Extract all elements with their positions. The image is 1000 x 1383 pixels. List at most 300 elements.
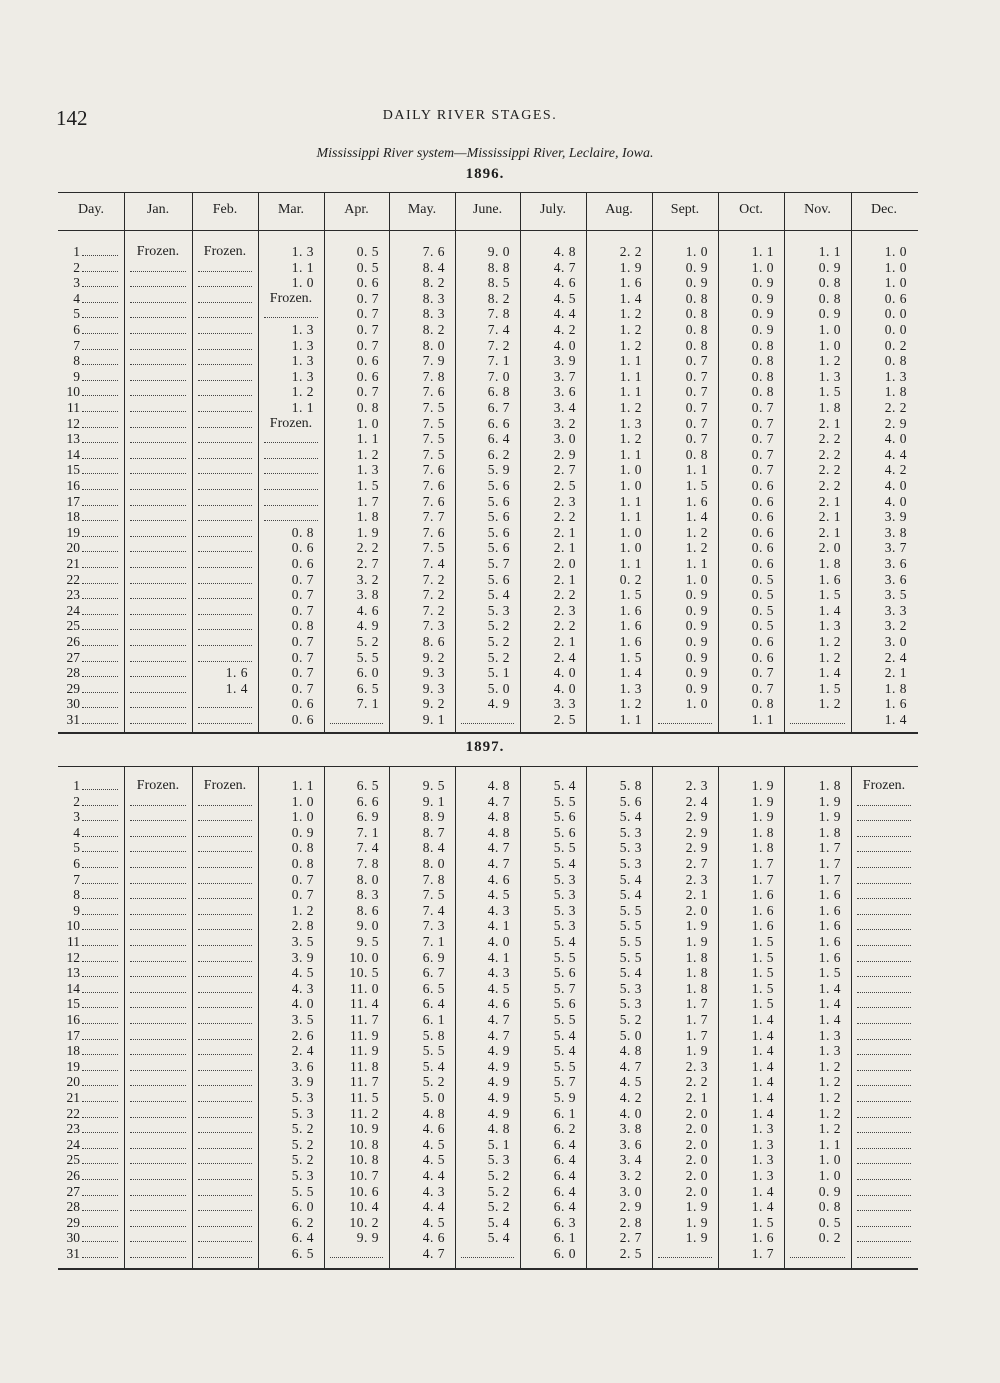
stage-value: 4. 4	[553, 306, 576, 322]
day-number: 11	[67, 400, 80, 415]
empty-cell	[130, 1043, 186, 1055]
stage-value: 6. 0	[553, 1246, 576, 1261]
stage-value: 1. 1	[685, 462, 708, 478]
stage-value: 4. 5	[291, 965, 314, 981]
stage-value: 3. 6	[553, 384, 576, 400]
stage-value: 0. 5	[818, 1214, 841, 1230]
empty-cell	[264, 306, 318, 318]
stage-value: 0. 7	[685, 400, 708, 415]
empty-cell	[130, 1090, 186, 1102]
stage-value: 1. 0	[619, 540, 642, 556]
empty-cell	[198, 618, 252, 630]
stage-value: 5. 3	[291, 1090, 314, 1105]
day-number: 30	[66, 1230, 80, 1246]
stage-value: 0. 8	[751, 696, 774, 712]
stage-value: 2. 1	[818, 415, 841, 431]
stage-value: 5. 2	[487, 1199, 510, 1215]
stage-value: 0. 6	[291, 540, 314, 556]
stage-value: 6. 5	[356, 778, 379, 793]
stage-value: 4. 0	[619, 1105, 642, 1121]
stage-value: 1. 2	[619, 306, 642, 322]
stage-value: 1. 8	[751, 824, 774, 840]
stage-value: 5. 2	[487, 634, 510, 649]
day-label	[60, 1043, 122, 1058]
subtitle: Mississippi River system—Mississippi River, Leclaire, Iowa.	[316, 146, 654, 161]
stage-value: 5. 2	[356, 634, 379, 649]
day-label	[60, 1059, 122, 1074]
stage-value: Frozen.	[203, 244, 247, 259]
empty-cell	[198, 291, 252, 303]
stage-value: 1. 3	[291, 244, 314, 259]
day-number: 6	[73, 856, 80, 871]
table-1897-top-rule	[58, 766, 918, 767]
empty-cell	[198, 478, 252, 490]
stage-value: 1. 5	[818, 680, 841, 696]
stage-value: 1. 0	[818, 1168, 841, 1183]
stage-value: 6. 1	[422, 1012, 445, 1027]
day-number: 2	[73, 793, 80, 809]
column-header-9: Sept.	[670, 202, 700, 217]
stage-value: 9. 2	[422, 696, 445, 712]
stage-value: 0. 6	[751, 556, 774, 571]
stage-value: 5. 5	[553, 1012, 576, 1027]
stage-value: 0. 9	[685, 680, 708, 696]
stage-value: 1. 2	[619, 431, 642, 447]
stage-value: 0. 0	[884, 306, 907, 322]
empty-cell	[130, 556, 186, 568]
stage-value: 4. 0	[884, 431, 907, 447]
stage-value: 3. 0	[619, 1183, 642, 1199]
dot-leader	[82, 293, 118, 303]
stage-value: 7. 6	[422, 478, 445, 493]
dot-leader	[82, 386, 118, 396]
stage-value: 5. 2	[619, 1012, 642, 1027]
stage-value: Frozen.	[862, 778, 906, 793]
stage-value: 1. 3	[818, 1043, 841, 1059]
day-label	[60, 556, 122, 571]
empty-cell	[198, 650, 252, 662]
day-number: 24	[66, 602, 80, 618]
stage-value: 5. 4	[619, 887, 642, 903]
empty-cell	[198, 856, 252, 868]
stage-value: 7. 4	[422, 556, 445, 571]
stage-value: 9. 9	[356, 1230, 379, 1246]
day-number: 9	[73, 902, 80, 918]
stage-value: 7. 8	[356, 856, 379, 871]
stage-value: 5. 2	[291, 1136, 314, 1152]
stage-value: 8. 9	[422, 809, 445, 825]
stage-value: 0. 6	[751, 540, 774, 556]
empty-cell	[198, 981, 252, 993]
stage-value: 2. 1	[685, 1090, 708, 1105]
stage-value: 1. 6	[619, 602, 642, 618]
column-divider-1897-9	[652, 766, 653, 1268]
day-number: 14	[66, 446, 80, 462]
stage-value: 7. 8	[422, 871, 445, 887]
stage-value: 5. 6	[487, 478, 510, 493]
day-label	[60, 1184, 122, 1199]
dot-leader	[82, 605, 118, 615]
stage-value: 4. 6	[356, 602, 379, 618]
empty-cell	[857, 918, 911, 930]
day-label	[60, 965, 122, 980]
empty-cell	[198, 494, 252, 506]
day-number: 17	[66, 1027, 80, 1043]
stage-value: 7. 1	[422, 934, 445, 949]
dot-leader	[82, 620, 118, 630]
stage-value: 4. 8	[487, 1121, 510, 1137]
stage-value: 1. 7	[685, 996, 708, 1012]
stage-value: 11. 7	[350, 1074, 379, 1090]
stage-value: 1. 9	[685, 934, 708, 949]
stage-value: 5. 2	[487, 1168, 510, 1183]
day-label	[60, 416, 122, 431]
dot-leader	[82, 277, 118, 287]
stage-value: Frozen.	[136, 778, 180, 793]
empty-cell	[198, 965, 252, 977]
stage-value: 1. 4	[751, 1012, 774, 1027]
stage-value: 6. 2	[291, 1214, 314, 1230]
stage-value: 4. 6	[422, 1230, 445, 1246]
stage-value: 7. 6	[422, 384, 445, 400]
stage-value: 1. 5	[751, 949, 774, 965]
stage-value: 1. 0	[884, 275, 907, 291]
stage-value: 2. 2	[685, 1074, 708, 1090]
day-label	[60, 572, 122, 587]
stage-value: 0. 7	[291, 602, 314, 618]
stage-value: 5. 5	[619, 934, 642, 949]
stage-value: 1. 1	[818, 1136, 841, 1152]
dot-leader	[82, 1045, 118, 1055]
column-header-5: May.	[407, 202, 437, 217]
stage-value: 0. 6	[356, 368, 379, 384]
stage-value: 2. 6	[291, 1027, 314, 1043]
stage-value: 1. 4	[751, 1090, 774, 1105]
stage-value: 2. 1	[818, 493, 841, 509]
stage-value: 0. 5	[356, 259, 379, 275]
stage-value: 4. 9	[356, 618, 379, 634]
empty-cell	[130, 696, 186, 708]
stage-value: 1. 0	[685, 244, 708, 259]
day-number: 24	[66, 1136, 80, 1152]
stage-value: 2. 3	[685, 871, 708, 887]
stage-value: 7. 5	[422, 887, 445, 903]
empty-cell	[130, 447, 186, 459]
stage-value: 1. 4	[818, 980, 841, 996]
stage-value: 2. 8	[291, 918, 314, 934]
empty-cell	[198, 369, 252, 381]
day-number: 7	[73, 337, 80, 353]
stage-value: 3. 9	[553, 353, 576, 369]
dot-leader	[82, 811, 118, 821]
stage-value: 6. 9	[356, 809, 379, 825]
stage-value: 4. 8	[487, 809, 510, 825]
stage-value: 0. 9	[751, 290, 774, 306]
stage-value: 1. 2	[818, 1121, 841, 1137]
dot-leader	[82, 967, 118, 977]
stage-value: 10. 8	[349, 1136, 379, 1152]
stage-value: 7. 7	[422, 509, 445, 525]
day-number: 16	[66, 478, 80, 493]
day-number: 2	[73, 259, 80, 275]
stage-value: 1. 3	[751, 1136, 774, 1152]
stage-value: 1. 3	[619, 680, 642, 696]
stage-value: 2. 0	[685, 1183, 708, 1199]
dot-leader	[82, 796, 118, 806]
stage-value: 5. 5	[619, 902, 642, 918]
empty-cell	[264, 509, 318, 521]
stage-value: 1. 8	[818, 778, 841, 793]
stage-value: 2. 9	[553, 446, 576, 462]
empty-cell	[264, 462, 318, 474]
stage-value: 1. 4	[818, 1012, 841, 1027]
stage-value: 7. 2	[422, 602, 445, 618]
stage-value: 2. 2	[553, 618, 576, 634]
stage-value: 1. 1	[619, 368, 642, 384]
stage-value: 4. 9	[487, 1105, 510, 1121]
dot-leader	[82, 952, 118, 962]
empty-cell	[857, 840, 911, 852]
stage-value: 10. 9	[349, 1121, 379, 1137]
stage-value: 1. 3	[291, 368, 314, 384]
stage-value: 5. 4	[553, 934, 576, 949]
dot-leader	[82, 827, 118, 837]
stage-value: 7. 1	[487, 353, 510, 369]
empty-cell	[198, 322, 252, 334]
empty-cell	[198, 1230, 252, 1242]
empty-cell	[130, 950, 186, 962]
stage-value: 1. 4	[818, 602, 841, 618]
stage-value: 7. 3	[422, 618, 445, 634]
stage-value: 1. 0	[291, 275, 314, 291]
day-label	[60, 244, 122, 259]
day-number: 1	[73, 244, 80, 259]
dot-leader	[82, 667, 118, 677]
stage-value: 1. 3	[818, 1027, 841, 1043]
empty-cell	[857, 825, 911, 837]
empty-cell	[130, 825, 186, 837]
stage-value: 5. 3	[553, 887, 576, 903]
stage-value: 8. 0	[422, 337, 445, 353]
empty-cell	[857, 981, 911, 993]
stage-value: 4. 1	[487, 918, 510, 934]
stage-value: 1. 8	[685, 949, 708, 965]
stage-value: 2. 3	[553, 602, 576, 618]
stage-value: 5. 7	[553, 980, 576, 996]
dot-leader	[82, 1154, 118, 1164]
empty-cell	[198, 431, 252, 443]
stage-value: 11. 9	[350, 1043, 379, 1059]
stage-value: 3. 0	[884, 634, 907, 649]
stage-value: 5. 6	[553, 965, 576, 981]
stage-value: 1. 6	[751, 887, 774, 903]
stage-value: 7. 9	[422, 353, 445, 369]
empty-cell	[198, 903, 252, 915]
stage-value: 0. 9	[685, 259, 708, 275]
empty-cell	[130, 665, 186, 677]
empty-cell	[130, 965, 186, 977]
stage-value: 5. 3	[553, 918, 576, 934]
stage-value: 1. 8	[884, 384, 907, 400]
empty-cell	[198, 696, 252, 708]
empty-cell	[198, 525, 252, 537]
empty-cell	[857, 1152, 911, 1164]
stage-value: 6. 2	[487, 446, 510, 462]
stage-value: 0. 6	[751, 493, 774, 509]
day-number: 11	[67, 934, 80, 949]
stage-value: 5. 2	[291, 1152, 314, 1168]
stage-value: 1. 9	[685, 1043, 708, 1059]
stage-value: 6. 6	[487, 415, 510, 431]
empty-cell	[857, 1199, 911, 1211]
stage-value: 2. 3	[685, 778, 708, 793]
empty-cell	[198, 572, 252, 584]
stage-value: 5. 8	[619, 778, 642, 793]
column-divider-1897-7	[520, 766, 521, 1268]
stage-value: 1. 2	[685, 524, 708, 540]
dot-leader	[82, 714, 118, 724]
stage-value: 0. 6	[751, 649, 774, 665]
stage-value: 11. 8	[350, 1058, 379, 1074]
day-number: 19	[66, 1058, 80, 1074]
empty-cell	[198, 1012, 252, 1024]
stage-value: 1. 9	[751, 778, 774, 793]
stage-value: 5. 5	[619, 918, 642, 934]
stage-value: 1. 6	[225, 665, 248, 681]
empty-cell	[198, 1059, 252, 1071]
empty-cell	[130, 509, 186, 521]
day-number: 27	[66, 1183, 80, 1199]
column-header-0: Day.	[78, 202, 104, 217]
stage-value: 2. 0	[685, 1121, 708, 1137]
empty-cell	[198, 1090, 252, 1102]
running-head: DAILY RIVER STAGES.	[382, 108, 558, 123]
column-divider-1897-1	[124, 766, 125, 1268]
stage-value: 0. 8	[291, 618, 314, 634]
empty-cell	[264, 447, 318, 459]
stage-value: 3. 5	[884, 587, 907, 603]
stage-value: 5. 6	[619, 793, 642, 809]
day-label	[60, 712, 122, 727]
day-label	[60, 981, 122, 996]
stage-value: 7. 2	[422, 587, 445, 603]
stage-value: 5. 2	[487, 649, 510, 665]
stage-value: 4. 7	[487, 793, 510, 809]
empty-cell	[857, 1012, 911, 1024]
column-divider-1897-10	[718, 766, 719, 1268]
stage-value: 2. 4	[884, 649, 907, 665]
stage-value: 3. 6	[884, 571, 907, 587]
stage-value: 4. 8	[422, 1105, 445, 1121]
dot-leader	[82, 262, 118, 272]
stage-value: 1. 6	[818, 571, 841, 587]
stage-value: 2. 1	[553, 571, 576, 587]
stage-value: 4. 5	[487, 887, 510, 903]
empty-cell	[130, 494, 186, 506]
day-label	[60, 996, 122, 1011]
day-label	[60, 696, 122, 711]
empty-cell	[198, 587, 252, 599]
empty-cell	[198, 275, 252, 287]
day-number: 30	[66, 696, 80, 712]
stage-value: 6. 0	[291, 1199, 314, 1215]
stage-value: 1. 2	[619, 696, 642, 712]
stage-value: 1. 6	[818, 887, 841, 903]
day-number: 3	[73, 809, 80, 825]
stage-value: 0. 7	[751, 446, 774, 462]
stage-value: 1. 2	[818, 1090, 841, 1105]
empty-cell	[198, 1184, 252, 1196]
day-label	[60, 918, 122, 933]
stage-value: 4. 4	[422, 1199, 445, 1215]
day-label	[60, 1028, 122, 1043]
stage-value: 4. 0	[884, 478, 907, 493]
stage-value: 1. 3	[818, 368, 841, 384]
stage-value: 1. 0	[818, 337, 841, 353]
day-label	[60, 650, 122, 665]
stage-value: 3. 3	[884, 602, 907, 618]
stage-value: 2. 9	[685, 809, 708, 825]
stage-value: 4. 4	[422, 1168, 445, 1183]
day-number: 8	[73, 353, 80, 369]
stage-value: 4. 8	[619, 1043, 642, 1059]
stage-value: 0. 8	[685, 446, 708, 462]
stage-value: 0. 5	[751, 587, 774, 603]
stage-value: 1. 7	[818, 871, 841, 887]
stage-value: 0. 7	[291, 680, 314, 696]
stage-value: 5. 5	[553, 840, 576, 856]
stage-value: 5. 4	[553, 1027, 576, 1043]
column-divider-11	[784, 192, 785, 732]
dot-leader	[82, 527, 118, 537]
empty-cell	[198, 872, 252, 884]
stage-value: 4. 1	[487, 949, 510, 965]
stage-value: 5. 4	[422, 1058, 445, 1074]
empty-cell	[198, 809, 252, 821]
day-label	[60, 778, 122, 793]
column-divider-12	[851, 192, 852, 732]
stage-value: 0. 7	[751, 665, 774, 681]
stage-value: 6. 4	[487, 431, 510, 447]
empty-cell	[857, 1106, 911, 1118]
stage-value: 0. 9	[685, 618, 708, 634]
stage-value: 2. 2	[884, 400, 907, 415]
stage-value: 2. 5	[619, 1246, 642, 1261]
stage-value: 3. 4	[619, 1152, 642, 1168]
day-number: 25	[66, 618, 80, 634]
column-divider-1897-8	[586, 766, 587, 1268]
day-label	[60, 1199, 122, 1214]
stage-value: 3. 8	[619, 1121, 642, 1137]
stage-value: 1. 2	[685, 540, 708, 556]
empty-cell	[130, 934, 186, 946]
stage-value: Frozen.	[269, 290, 313, 306]
day-number: 19	[66, 524, 80, 540]
stage-value: 1. 6	[818, 918, 841, 934]
stage-value: 1. 6	[751, 1230, 774, 1246]
dot-leader	[82, 905, 118, 915]
stage-value: 1. 6	[818, 949, 841, 965]
stage-value: 2. 0	[685, 1105, 708, 1121]
day-label	[60, 809, 122, 824]
stage-value: 2. 4	[291, 1043, 314, 1059]
stage-value: 0. 6	[751, 478, 774, 493]
stage-value: 1. 8	[818, 400, 841, 415]
stage-value: 7. 6	[422, 493, 445, 509]
column-divider-1897-11	[784, 766, 785, 1268]
stage-value: 1. 6	[619, 618, 642, 634]
empty-cell	[130, 416, 186, 428]
